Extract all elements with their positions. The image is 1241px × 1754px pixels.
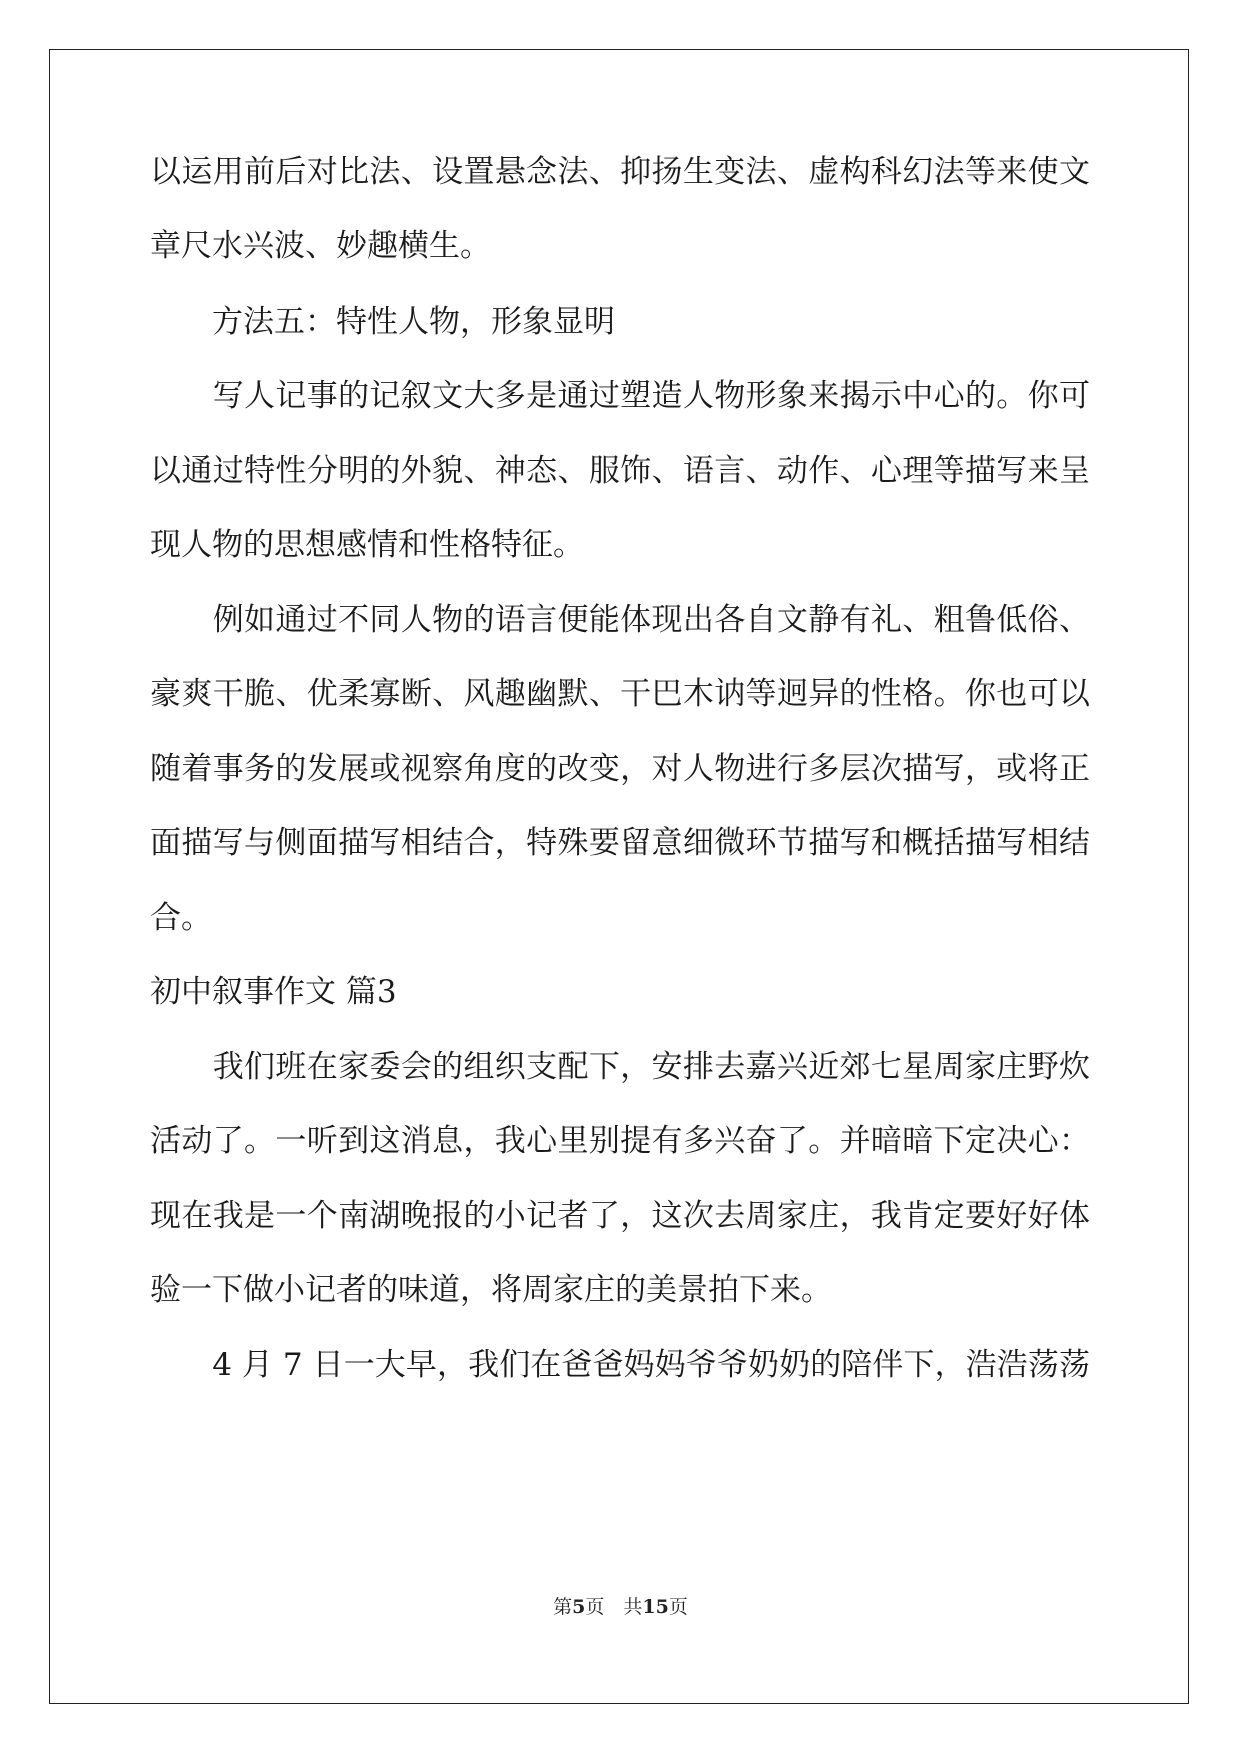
page-footer [0, 1594, 1241, 1620]
footer-total-prefix: 共 [623, 1596, 643, 1618]
footer-page-suffix: 页 [585, 1596, 605, 1618]
body-text-line: 活动了。一听到这消息，我心里别提有多兴奋了。并暗暗下定决心： [150, 1123, 1090, 1159]
body-text-line: 以运用前后对比法、设置悬念法、抑扬生变法、虚构科幻法等来使文 [150, 154, 1090, 190]
body-text-line: 随着事务的发展或视察角度的改变，对人物进行多层次描写，或将正 [150, 751, 1090, 787]
footer-total-suffix: 页 [668, 1596, 688, 1618]
body-text-line: 例如通过不同人物的语言便能体现出各自文静有礼、粗鲁低俗、 [150, 602, 1090, 638]
body-text-line: 现人物的思想感情和性格特征。 [150, 527, 584, 563]
current-page-number: 5 [572, 1596, 586, 1618]
body-text-line: 现在我是一个南湖晚报的小记者了，这次去周家庄，我肯定要好好体 [150, 1198, 1090, 1234]
body-text-line: 4 月 7 日一大早，我们在爸爸妈妈爷爷奶奶的陪伴下，浩浩荡荡 [150, 1347, 1090, 1383]
body-text-line: 面描写与侧面描写相结合，特殊要留意细微环节描写和概括描写相结 [150, 825, 1090, 861]
body-text-line: 验一下做小记者的味道，将周家庄的美景拍下来。 [150, 1272, 832, 1308]
total-pages-number: 15 [642, 1596, 669, 1618]
body-text-line: 以通过特性分明的外貌、神态、服饰、语言、动作、心理等描写来呈 [150, 453, 1090, 489]
page-border [49, 49, 1189, 1704]
footer-prefix: 第 [553, 1596, 573, 1618]
section-heading: 方法五：特性人物，形象显明 [150, 304, 615, 340]
body-text-line: 豪爽干脆、优柔寡断、风趣幽默、干巴木讷等迥异的性格。你也可以 [150, 676, 1090, 712]
body-text-line: 合。 [150, 900, 212, 936]
body-text-line: 章尺水兴波、妙趣横生。 [150, 228, 491, 264]
body-text-line: 写人记事的记叙文大多是通过塑造人物形象来揭示中心的。你可 [150, 378, 1090, 414]
article-title: 初中叙事作文 篇3 [150, 974, 397, 1010]
body-text-line: 我们班在家委会的组织支配下，安排去嘉兴近郊七星周家庄野炊 [150, 1049, 1090, 1085]
